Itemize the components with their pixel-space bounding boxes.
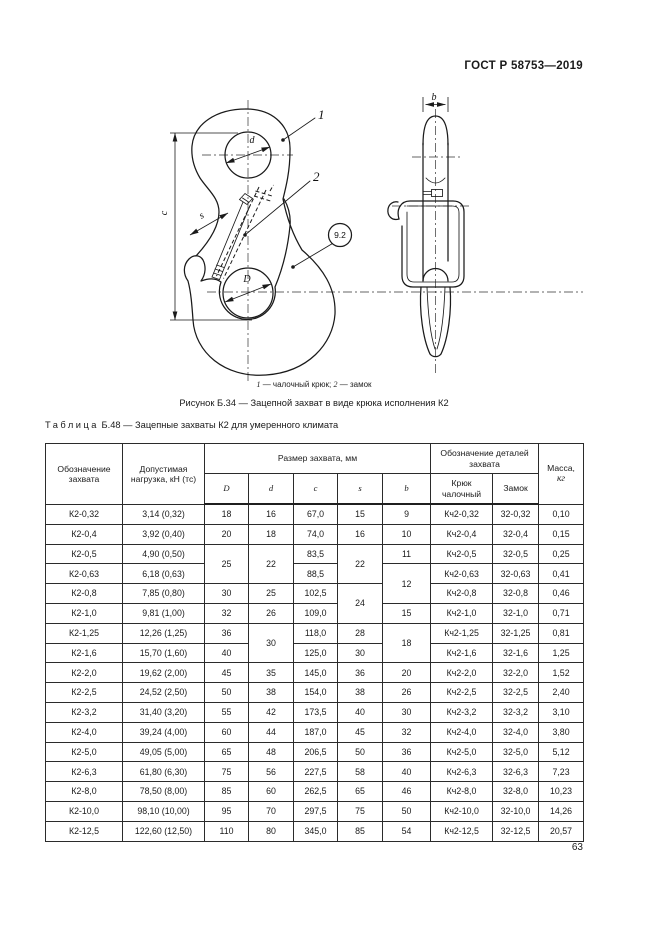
mass-line2: кг — [556, 473, 566, 484]
table-cell: 0,15 — [539, 524, 584, 544]
table-cell: Кч2-0,8 — [431, 584, 493, 604]
table-cell: 78,50 (8,00) — [123, 782, 205, 802]
table-title-word: Таблица — [45, 420, 99, 430]
table-cell: К2-0,63 — [46, 564, 123, 584]
mass-line1: Масса, — [547, 462, 575, 473]
table-cell: 32-2,0 — [493, 663, 539, 683]
table-cell: 36 — [383, 742, 431, 762]
table-cell: 9,81 (1,00) — [123, 603, 205, 623]
table-cell: 55 — [205, 702, 249, 722]
table-cell: К2-5,0 — [46, 742, 123, 762]
table-cell: 67,0 — [294, 504, 338, 524]
table-cell: Кч2-2,0 — [431, 663, 493, 683]
table-cell: 3,14 (0,32) — [123, 504, 205, 524]
table-cell: 173,5 — [294, 702, 338, 722]
table-cell: 58 — [338, 762, 383, 782]
table-cell: 118,0 — [294, 623, 338, 643]
table-cell: 24,52 (2,50) — [123, 683, 205, 703]
table-cell: 30 — [383, 702, 431, 722]
part-label-1: 1 — [318, 107, 325, 122]
table-cell: 40 — [383, 762, 431, 782]
table-cell: 11 — [383, 544, 431, 564]
legend-text-2: — замок — [337, 380, 372, 389]
table-cell: 32-0,5 — [493, 544, 539, 564]
col-header-d: d — [249, 474, 294, 505]
table-row — [46, 504, 584, 524]
table-cell: 109,0 — [294, 603, 338, 623]
table-cell: 18 — [249, 524, 294, 544]
table-cell: Кч2-4,0 — [431, 722, 493, 742]
dimension-s — [190, 210, 228, 235]
table-row — [46, 801, 584, 821]
col-header-designation: Обозначение захвата — [46, 444, 123, 505]
table-cell: 32-0,8 — [493, 584, 539, 604]
table-cell: 32-5,0 — [493, 742, 539, 762]
table-cell: 26 — [383, 683, 431, 703]
table-row — [46, 762, 584, 782]
col-header-load: Допустимая нагрузка, кН (тс) — [123, 444, 205, 505]
table-cell: 18 — [383, 623, 431, 663]
table-cell: 75 — [338, 801, 383, 821]
table-cell: 61,80 (6,30) — [123, 762, 205, 782]
table-cell: 95 — [205, 801, 249, 821]
part-label-2: 2 — [313, 169, 320, 184]
table-cell: 38 — [249, 683, 294, 703]
table-cell: 70 — [249, 801, 294, 821]
table-cell: 50 — [205, 683, 249, 703]
table-cell: Кч2-3,2 — [431, 702, 493, 722]
table-cell: 20 — [383, 663, 431, 683]
table-cell: 125,0 — [294, 643, 338, 663]
table-row — [46, 702, 584, 722]
table-cell: 40 — [205, 643, 249, 663]
table-cell: 32-4,0 — [493, 722, 539, 742]
figure-caption: Рисунок Б.34 — Зацепной захват в виде крюка исполнения К2 — [179, 398, 449, 408]
table-row — [46, 722, 584, 742]
table-row — [46, 643, 584, 663]
table-cell: Кч2-2,5 — [431, 683, 493, 703]
table-cell: 32-0,4 — [493, 524, 539, 544]
table-cell: 20,57 — [539, 821, 584, 841]
table-cell: 45 — [205, 663, 249, 683]
table-cell: 12 — [383, 564, 431, 604]
table-cell: 32-3,2 — [493, 702, 539, 722]
table-cell: 75 — [205, 762, 249, 782]
table-cell: 36 — [205, 623, 249, 643]
table-row — [46, 742, 584, 762]
table-cell: 32-2,5 — [493, 683, 539, 703]
table-cell: К2-8,0 — [46, 782, 123, 802]
table-row — [46, 821, 584, 841]
hook-figure — [140, 85, 600, 387]
legend-text-1: — чалочный крюк; — [260, 380, 334, 389]
dim-label-D: D — [243, 274, 251, 285]
table-cell: 48 — [249, 742, 294, 762]
table-cell: 187,0 — [294, 722, 338, 742]
table-cell: 56 — [249, 762, 294, 782]
table-cell: 6,18 (0,63) — [123, 564, 205, 584]
table-cell: 50 — [338, 742, 383, 762]
table-cell: К2-10,0 — [46, 801, 123, 821]
table-row — [46, 564, 584, 584]
table-cell: 18 — [205, 504, 249, 524]
table-cell: 32-1,0 — [493, 603, 539, 623]
table-cell: К2-1,25 — [46, 623, 123, 643]
table-cell: 46 — [383, 782, 431, 802]
table-cell: 15,70 (1,60) — [123, 643, 205, 663]
table-cell: 22 — [249, 544, 294, 584]
table-cell: 110 — [205, 821, 249, 841]
col-header-hook: Крюк чалочный — [431, 474, 493, 505]
dim-label-d: d — [249, 135, 255, 146]
table-cell: К2-4,0 — [46, 722, 123, 742]
table-cell: 7,85 (0,80) — [123, 584, 205, 604]
page-number: 63 — [571, 842, 583, 853]
table-cell: 45 — [338, 722, 383, 742]
col-header-lock: Замок — [493, 474, 539, 505]
table-title — [45, 420, 583, 430]
table-cell: 227,5 — [294, 762, 338, 782]
table-cell: 42 — [249, 702, 294, 722]
table-row — [46, 782, 584, 802]
table-cell: 60 — [249, 782, 294, 802]
col-header-c: c — [294, 474, 338, 505]
table-cell: 19,62 (2,00) — [123, 663, 205, 683]
table-cell: 32-10,0 — [493, 801, 539, 821]
table-cell: 32-1,6 — [493, 643, 539, 663]
table-cell: Кч2-0,63 — [431, 564, 493, 584]
table-cell: 206,5 — [294, 742, 338, 762]
legend-num-1: 1 — [256, 380, 261, 389]
table-title-text: — Зацепные захваты К2 для умеренного климата — [120, 420, 339, 430]
table-cell: Кч2-0,5 — [431, 544, 493, 564]
table-cell: 3,92 (0,40) — [123, 524, 205, 544]
table-cell: 16 — [249, 504, 294, 524]
table-cell: 88,5 — [294, 564, 338, 584]
table-cell: 262,5 — [294, 782, 338, 802]
hook-front-view — [184, 109, 335, 375]
table-cell: Кч2-12,5 — [431, 821, 493, 841]
table-cell: 10 — [383, 524, 431, 544]
spec-table-body — [46, 504, 584, 841]
table-cell: 2,40 — [539, 683, 584, 703]
table-cell: 9 — [383, 504, 431, 524]
table-cell: Кч2-10,0 — [431, 801, 493, 821]
table-row — [46, 683, 584, 703]
table-cell: 26 — [249, 603, 294, 623]
part-leader-2 — [243, 169, 320, 237]
table-cell: 31,40 (3,20) — [123, 702, 205, 722]
table-cell: 3,10 — [539, 702, 584, 722]
latch-side-bracket — [398, 201, 464, 287]
table-cell: 40 — [338, 702, 383, 722]
table-cell: 25 — [205, 544, 249, 584]
table-cell: 74,0 — [294, 524, 338, 544]
table-cell: 20 — [205, 524, 249, 544]
table-row — [46, 603, 584, 623]
spec-table — [45, 443, 584, 842]
col-header-D: D — [205, 474, 249, 505]
table-cell: 38 — [338, 683, 383, 703]
table-cell: 65 — [205, 742, 249, 762]
table-cell: 10,23 — [539, 782, 584, 802]
table-cell: 32 — [205, 603, 249, 623]
table-cell: 15 — [383, 603, 431, 623]
hook-side-view — [388, 116, 464, 357]
table-cell: 32-0,63 — [493, 564, 539, 584]
dimension-c — [159, 133, 252, 320]
table-cell: 39,24 (4,00) — [123, 722, 205, 742]
table-cell: 102,5 — [294, 584, 338, 604]
table-cell: К2-0,4 — [46, 524, 123, 544]
table-cell: 15 — [338, 504, 383, 524]
table-cell: К2-1,0 — [46, 603, 123, 623]
table-cell: 32-8,0 — [493, 782, 539, 802]
table-cell: 0,41 — [539, 564, 584, 584]
table-cell: К2-12,5 — [46, 821, 123, 841]
table-cell: Кч2-0,32 — [431, 504, 493, 524]
table-row — [46, 663, 584, 683]
table-cell: К2-0,5 — [46, 544, 123, 564]
table-row — [46, 544, 584, 564]
table-cell: К2-1,6 — [46, 643, 123, 663]
table-cell: 54 — [383, 821, 431, 841]
spec-table-head — [46, 444, 584, 505]
table-cell: К2-0,32 — [46, 504, 123, 524]
table-cell: 30 — [205, 584, 249, 604]
latch-open-dashed — [217, 185, 274, 279]
table-cell: К2-0,8 — [46, 584, 123, 604]
table-cell: 14,26 — [539, 801, 584, 821]
detail-ref-label: 9.2 — [334, 230, 346, 240]
table-cell: 122,60 (12,50) — [123, 821, 205, 841]
table-cell: 1,25 — [539, 643, 584, 663]
table-cell: 85 — [338, 821, 383, 841]
col-group-size: Размер захвата, мм — [205, 444, 431, 474]
table-cell: 30 — [338, 643, 383, 663]
table-cell: 12,26 (1,25) — [123, 623, 205, 643]
table-cell: К2-2,0 — [46, 663, 123, 683]
dim-label-c: c — [159, 210, 170, 216]
table-cell: 0,71 — [539, 603, 584, 623]
col-header-mass — [539, 444, 584, 505]
table-cell: 145,0 — [294, 663, 338, 683]
standard-number-header: ГОСТ Р 58753—2019 — [464, 60, 583, 72]
table-cell: 85 — [205, 782, 249, 802]
table-cell: 3,80 — [539, 722, 584, 742]
table-cell: 28 — [338, 623, 383, 643]
table-cell: 0,81 — [539, 623, 584, 643]
table-cell: 154,0 — [294, 683, 338, 703]
col-group-parts: Обозначение деталей захвата — [431, 444, 539, 474]
table-cell: 5,12 — [539, 742, 584, 762]
table-cell: 49,05 (5,00) — [123, 742, 205, 762]
table-cell: Кч2-5,0 — [431, 742, 493, 762]
table-cell: 345,0 — [294, 821, 338, 841]
legend-num-2: 2 — [333, 380, 338, 389]
table-cell: 0,10 — [539, 504, 584, 524]
table-cell: 32-0,32 — [493, 504, 539, 524]
table-cell: 65 — [338, 782, 383, 802]
table-cell: 83,5 — [294, 544, 338, 564]
table-cell: Кч2-8,0 — [431, 782, 493, 802]
table-cell: 35 — [249, 663, 294, 683]
table-cell: 0,46 — [539, 584, 584, 604]
table-cell: 24 — [338, 584, 383, 624]
figure-legend — [45, 380, 583, 389]
table-cell: 32 — [383, 722, 431, 742]
dim-label-s: s — [197, 210, 207, 222]
table-cell: Кч2-6,3 — [431, 762, 493, 782]
table-cell: Кч2-1,6 — [431, 643, 493, 663]
table-cell: 44 — [249, 722, 294, 742]
table-cell: 32-1,25 — [493, 623, 539, 643]
table-cell: 30 — [249, 623, 294, 663]
table-cell: 60 — [205, 722, 249, 742]
table-cell: Кч2-1,0 — [431, 603, 493, 623]
table-cell: К2-2,5 — [46, 683, 123, 703]
table-cell: 32-6,3 — [493, 762, 539, 782]
center-lines — [202, 100, 583, 382]
table-cell: 36 — [338, 663, 383, 683]
table-cell: К2-6,3 — [46, 762, 123, 782]
table-cell: Кч2-1,25 — [431, 623, 493, 643]
table-cell: Кч2-0,4 — [431, 524, 493, 544]
table-row — [46, 623, 584, 643]
table-cell: К2-3,2 — [46, 702, 123, 722]
table-row — [46, 584, 584, 604]
table-cell: 32-12,5 — [493, 821, 539, 841]
table-cell: 50 — [383, 801, 431, 821]
table-row — [46, 524, 584, 544]
table-cell: 80 — [249, 821, 294, 841]
part-leader-1 — [281, 107, 324, 142]
table-cell: 4,90 (0,50) — [123, 544, 205, 564]
col-header-s: s — [338, 474, 383, 505]
table-cell: 1,52 — [539, 663, 584, 683]
table-cell: 25 — [249, 584, 294, 604]
col-header-b: b — [383, 474, 431, 505]
table-cell: 22 — [338, 544, 383, 584]
table-cell: 16 — [338, 524, 383, 544]
table-cell: 297,5 — [294, 801, 338, 821]
dim-label-b: b — [431, 92, 437, 103]
table-cell: 7,23 — [539, 762, 584, 782]
table-title-number: Б.48 — [101, 420, 121, 430]
table-cell: 98,10 (10,00) — [123, 801, 205, 821]
table-cell: 0,25 — [539, 544, 584, 564]
